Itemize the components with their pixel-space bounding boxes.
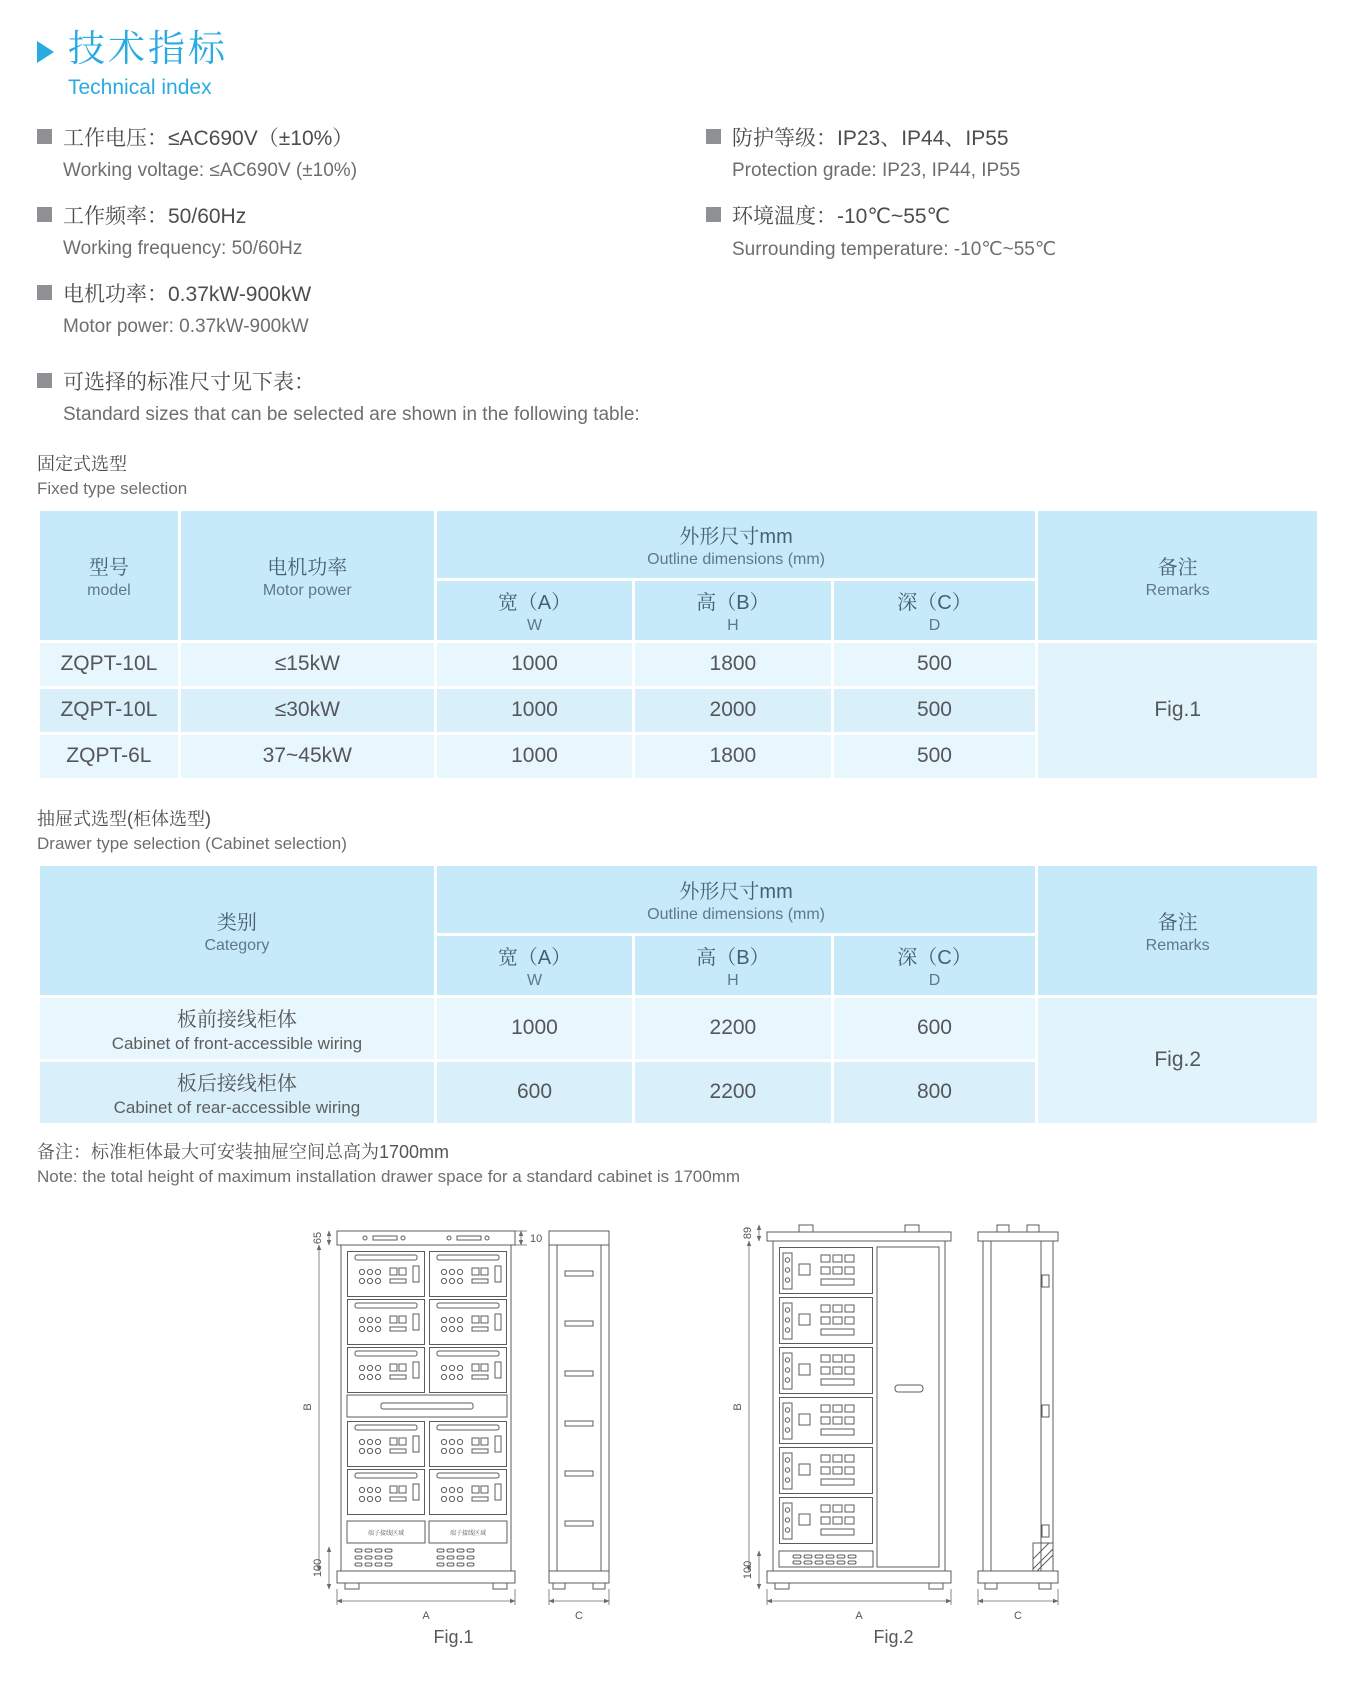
th-power xyxy=(179,509,435,641)
specs-section xyxy=(37,122,1320,356)
cell-model: ZQPT-10L xyxy=(39,687,180,733)
cell-category xyxy=(39,996,436,1060)
th-outline-en: Outline dimensions (mm) xyxy=(647,905,825,923)
fig2-caption: Fig.2 xyxy=(873,1626,914,1647)
spec-item-working-frequency xyxy=(37,200,706,260)
table-row xyxy=(39,641,1319,687)
table2-title-en: Drawer type selection (Cabinet selection) xyxy=(37,833,347,853)
th-remarks xyxy=(1037,509,1319,641)
figure-2 xyxy=(711,1207,1076,1648)
page-header xyxy=(37,28,1320,100)
th-depth-zh: 深（C） xyxy=(897,946,972,969)
section-arrow-icon xyxy=(37,41,54,63)
spec-zh-text: 电机功率：0.37kW-900kW xyxy=(63,282,312,306)
th-width xyxy=(435,934,633,996)
dim-label-b: B xyxy=(732,1402,744,1411)
th-width-en: W xyxy=(526,616,543,634)
dim-label-b: B xyxy=(302,1402,314,1411)
th-remarks-zh: 备注 xyxy=(1157,911,1198,934)
drawer-type-table xyxy=(37,863,1320,1126)
th-outline-en: Outline dimensions (mm) xyxy=(647,550,825,568)
note-en: Note: the total height of maximum installation drawer space for a standard cabinet is 1700mm xyxy=(37,1166,741,1186)
cell-remarks: Fig.2 xyxy=(1037,996,1319,1124)
spec-en-text: Surrounding temperature: -10℃~55℃ xyxy=(732,238,1057,260)
fig2-front-view xyxy=(767,1225,951,1589)
spec-item-working-voltage xyxy=(37,122,706,182)
dim-label-100: 100 xyxy=(312,1558,324,1577)
th-outline-zh: 外形尺寸mm xyxy=(679,880,793,903)
bullet-square-icon xyxy=(706,129,721,144)
bullet-square-icon xyxy=(37,207,52,222)
bullet-square-icon xyxy=(37,129,52,144)
cell-category-en: Cabinet of rear-accessible wiring xyxy=(113,1097,361,1117)
cell-depth: 800 xyxy=(832,1060,1037,1124)
cell-remarks: Fig.1 xyxy=(1037,641,1319,779)
th-width xyxy=(435,579,633,641)
fig1-side-view xyxy=(549,1231,609,1589)
dim-label-a: A xyxy=(855,1609,863,1622)
cell-width: 600 xyxy=(435,1060,633,1124)
cell-power: 37~45kW xyxy=(179,733,435,779)
spec-en-text: Working voltage: ≤AC690V (±10%) xyxy=(63,159,358,181)
table-row xyxy=(39,996,1319,1060)
page-subtitle: Technical index xyxy=(68,75,212,99)
th-width-en: W xyxy=(526,971,543,989)
cell-width: 1000 xyxy=(435,996,633,1060)
spec-en-text: Protection grade: IP23, IP44, IP55 xyxy=(732,159,1021,181)
page-title: 技术指标 xyxy=(68,28,228,69)
cell-width: 1000 xyxy=(435,687,633,733)
page xyxy=(37,28,1320,1648)
th-model xyxy=(39,509,180,641)
th-remarks-en: Remarks xyxy=(1145,936,1210,954)
specs-right-column xyxy=(706,122,1320,356)
th-outline-zh: 外形尺寸mm xyxy=(679,525,793,548)
th-model-zh: 型号 xyxy=(88,556,129,579)
fixed-type-table xyxy=(37,508,1320,781)
spec-en-text: Standard sizes that can be selected are shown in the following table: xyxy=(63,403,640,425)
th-height xyxy=(634,579,832,641)
th-depth xyxy=(832,934,1037,996)
cell-depth: 600 xyxy=(832,996,1037,1060)
th-remarks-zh: 备注 xyxy=(1157,556,1198,579)
dim-label-65: 65 xyxy=(312,1231,324,1244)
dim-label-10: 10 xyxy=(530,1232,543,1245)
dim-label-c: C xyxy=(1014,1609,1022,1622)
cell-height: 2000 xyxy=(634,687,832,733)
th-width-zh: 宽（A） xyxy=(497,946,572,969)
dim-label-c: C xyxy=(575,1609,583,1622)
note-zh: 备注：标准柜体最大可安装抽屉空间总高为1700mm xyxy=(37,1141,450,1162)
th-category-zh: 类别 xyxy=(216,911,257,934)
spec-item-protection-grade xyxy=(706,122,1320,182)
th-height-en: H xyxy=(727,971,739,989)
spec-zh-text: 防护等级：IP23、IP44、IP55 xyxy=(732,126,1009,150)
th-outline xyxy=(435,509,1037,579)
cell-power: ≤15kW xyxy=(179,641,435,687)
cell-category-zh: 板后接线柜体 xyxy=(176,1072,297,1095)
cell-category xyxy=(39,1060,436,1124)
spec-item-surrounding-temperature xyxy=(706,200,1320,261)
th-height xyxy=(634,934,832,996)
cell-model: ZQPT-10L xyxy=(39,641,180,687)
fig2-drawing xyxy=(711,1207,1076,1625)
cell-width: 1000 xyxy=(435,641,633,687)
bullet-square-icon xyxy=(37,373,52,388)
th-category-en: Category xyxy=(204,936,270,954)
th-depth xyxy=(832,579,1037,641)
fig1-front-view xyxy=(337,1231,515,1589)
th-depth-zh: 深（C） xyxy=(897,591,972,614)
spec-item-motor-power xyxy=(37,278,706,338)
th-width-zh: 宽（A） xyxy=(497,591,572,614)
table2-title-zh: 抽屉式选型(柜体选型) xyxy=(37,808,211,829)
cell-depth: 500 xyxy=(832,641,1037,687)
spec-en-text: Motor power: 0.37kW-900kW xyxy=(63,315,309,337)
th-category xyxy=(39,864,436,996)
th-remarks xyxy=(1037,864,1319,996)
spec-zh-text: 工作电压：≤AC690V（±10%） xyxy=(63,126,354,150)
cell-power: ≤30kW xyxy=(179,687,435,733)
th-model-en: model xyxy=(87,581,131,599)
dim-label-89: 89 xyxy=(742,1226,754,1239)
bullet-square-icon xyxy=(37,285,52,300)
spec-zh-text: 工作频率：50/60Hz xyxy=(63,204,247,228)
cell-category-en: Cabinet of front-accessible wiring xyxy=(111,1033,363,1053)
dim-label-100: 100 xyxy=(742,1560,754,1579)
th-depth-en: D xyxy=(928,616,941,634)
spec-zh-text: 环境温度：-10℃~55℃ xyxy=(732,204,951,228)
spec-en-text: Working frequency: 50/60Hz xyxy=(63,237,303,259)
th-power-en: Motor power xyxy=(262,581,352,599)
cell-depth: 500 xyxy=(832,687,1037,733)
th-power-zh: 电机功率 xyxy=(267,556,348,579)
cell-height: 2200 xyxy=(634,996,832,1060)
th-height-zh: 高（B） xyxy=(696,591,770,614)
cell-height: 1800 xyxy=(634,641,832,687)
th-outline xyxy=(435,864,1037,934)
fig2-side-view xyxy=(978,1225,1058,1589)
dim-label-a: A xyxy=(422,1609,430,1622)
cell-width: 1000 xyxy=(435,733,633,779)
spec-zh-text: 可选择的标准尺寸见下表： xyxy=(63,370,315,394)
figure-1 xyxy=(281,1207,626,1648)
th-height-en: H xyxy=(727,616,739,634)
cell-category-zh: 板前接线柜体 xyxy=(176,1008,297,1031)
th-remarks-en: Remarks xyxy=(1145,581,1210,599)
spec-item-standard-sizes xyxy=(37,366,1320,426)
cell-depth: 500 xyxy=(832,733,1037,779)
terminal-area-label: 端子接线区域 xyxy=(367,1530,405,1537)
fig1-drawing xyxy=(281,1207,626,1625)
specs-left-column xyxy=(37,122,706,356)
cell-height: 2200 xyxy=(634,1060,832,1124)
th-depth-en: D xyxy=(928,971,941,989)
terminal-area-label: 端子接线区域 xyxy=(449,1530,487,1537)
th-height-zh: 高（B） xyxy=(696,946,770,969)
cell-model: ZQPT-6L xyxy=(39,733,180,779)
table1-title-en: Fixed type selection xyxy=(37,478,188,498)
fig1-caption: Fig.1 xyxy=(433,1626,474,1647)
bullet-square-icon xyxy=(706,207,721,222)
table1-title-zh: 固定式选型 xyxy=(37,453,127,474)
cell-height: 1800 xyxy=(634,733,832,779)
figures-section xyxy=(37,1207,1320,1648)
